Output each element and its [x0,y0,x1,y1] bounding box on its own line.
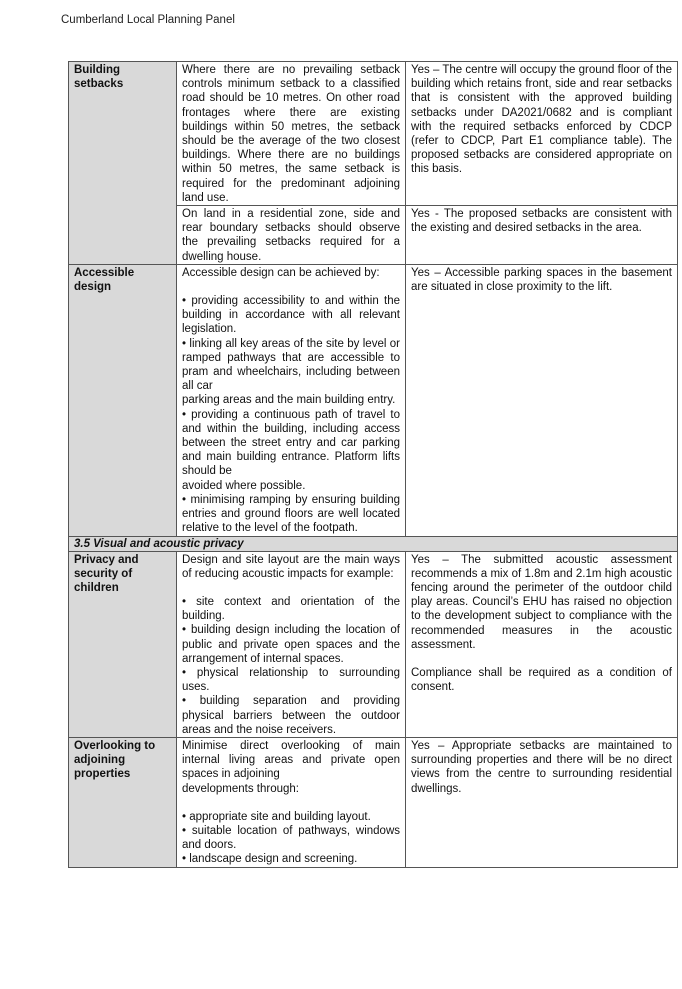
list-item: • appropriate site and building layout. [182,810,371,823]
row-label: Accessible design [69,264,177,536]
response-cell: Yes – Appropriate setbacks are maintained to surrounding properties and there will be no direct views from the centre to surrounding residential dwellings. [406,737,678,867]
control-cell [177,737,406,867]
list-item: • providing a continuous path of travel to and within the building, including access between the street entry and car parking and main building entrance. Platform lifts should be [182,408,404,478]
table-row [69,62,678,206]
list-item: • landscape design and screening. [182,853,358,866]
list-item: parking areas and the main building entry. [182,394,396,407]
control-cell: On land in a residential zone, side and rear boundary setbacks should observe the prevailing setbacks required for a dwelling house. [177,206,406,265]
document-header: Cumberland Local Planning Panel [61,14,235,26]
list-item: • physical relationship to surrounding uses. [182,666,404,694]
control-cell: Where there are no prevailing setback controls minimum setback to a classified road should be 10 metres. On other road frontages where there are existing buildings within 50 metres, the setback should be the average of the two closest buildings. Where there are no buildings within 50 metres, the same setback is required for the predominant adjoining land use. [177,62,406,206]
section-heading: 3.5 Visual and acoustic privacy [69,536,678,551]
response-cell: Yes – Accessible parking spaces in the basement are situated in close proximity to the lift. [406,264,678,536]
response-text: Compliance shall be required as a condition of consent. [411,666,676,694]
list-item: • linking all key areas of the site by level or ramped pathways that are accessible to pram and wheelchairs, including between all car [182,337,404,393]
row-label: Overlooking to adjoining properties [69,737,177,867]
control-intro: Minimise direct overlooking of main internal living areas and private open spaces in adjoining [182,739,404,781]
control-intro: developments through: [182,782,299,795]
compliance-table [68,61,678,868]
table-row [69,536,678,551]
table-row [69,264,678,536]
list-item: • providing accessibility to and within the building in accordance with all relevant legislation. [182,295,404,336]
response-cell: Yes - The proposed setbacks are consistent with the existing and desired setbacks in the area. [406,206,678,265]
control-cell [177,551,406,737]
list-item: • building design including the location of public and private open spaces and the arrangement of internal spaces. [182,624,404,665]
list-item: avoided where possible. [182,479,306,492]
control-intro: Design and site layout are the main ways of reducing acoustic impacts for example: [182,553,404,580]
control-cell [177,264,406,536]
list-item: • building separation and providing physical barriers between the outdoor areas and the noise receivers. [182,695,404,736]
control-intro: Accessible design can be achieved by: [182,266,380,279]
table-row [69,551,678,737]
row-label: Building setbacks [69,62,177,265]
table-row [69,737,678,867]
list-item: • site context and orientation of the building. [182,595,404,623]
row-label: Privacy and security of children [69,551,177,737]
response-cell: Yes – The centre will occupy the ground floor of the building which retains front, side and rear setbacks that is consistent with the approved building setbacks under DA2021/0682 and is compliant with the required setbacks enforced by CDCP (refer to CDCP, Part E1 compliance table). The proposed setbacks are considered appropriate on this basis. [406,62,678,206]
list-item: • minimising ramping by ensuring building entries and ground floors are well located relative to the level of the footpath. [182,493,404,535]
response-text: Yes – The submitted acoustic assessment recommends a mix of 1.8m and 2.1m high acoustic fencing around the perimeter of the outdoor child play areas. Council’s EHU has raised no objection to the development subject to compliance with the recommended measures in the acoustic assessment. [411,553,676,651]
list-item: • suitable location of pathways, windows and doors. [182,824,404,852]
response-cell [406,551,678,737]
